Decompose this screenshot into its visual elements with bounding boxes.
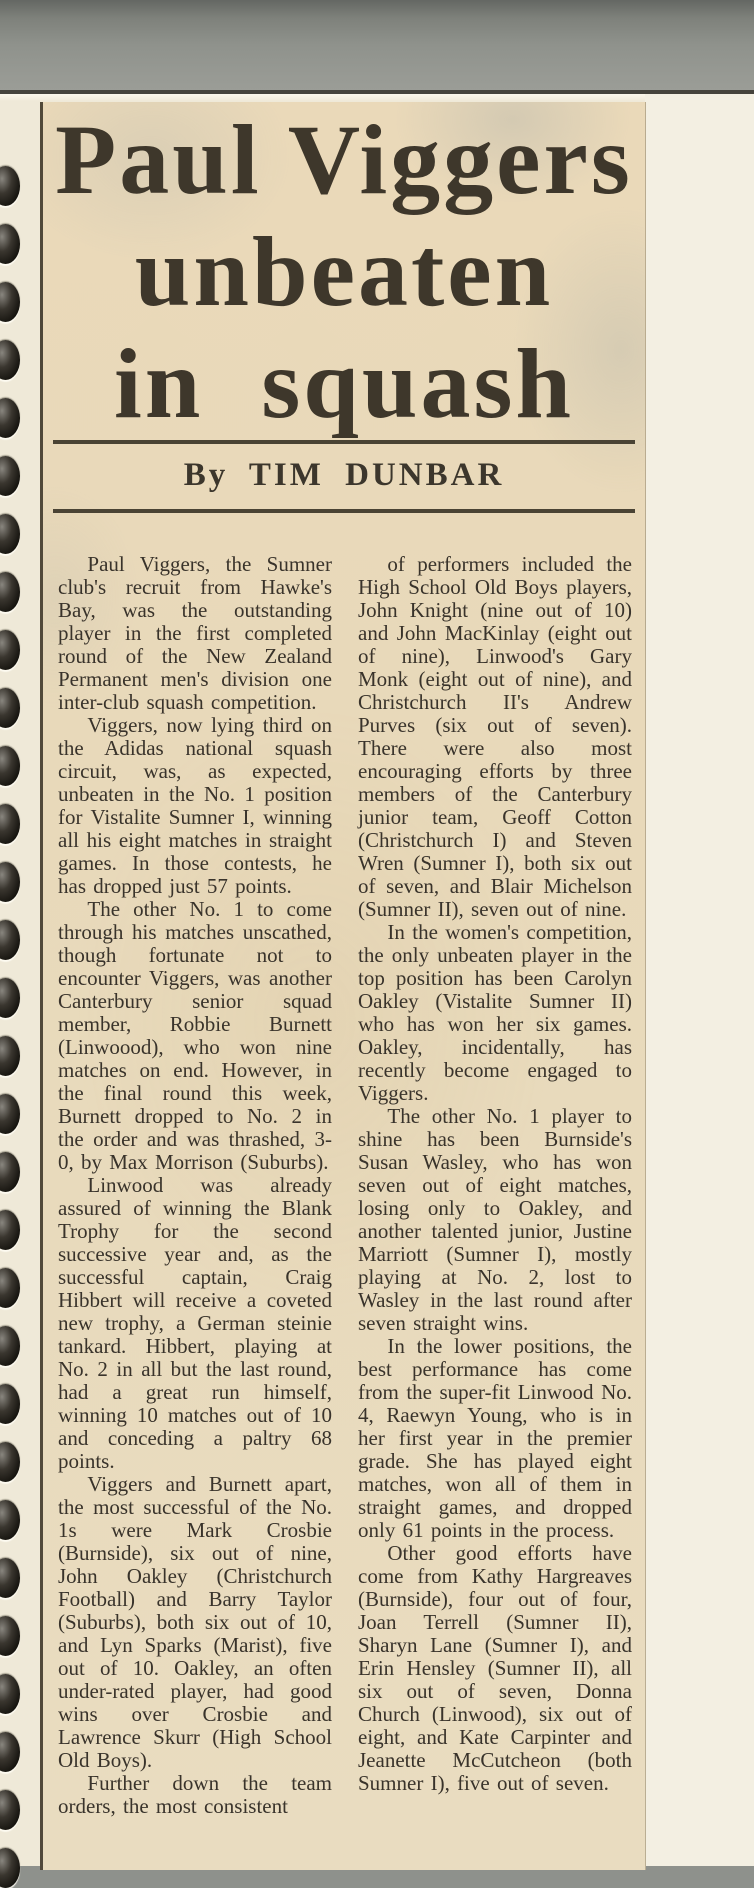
newspaper-clipping [40,102,646,1870]
binding-hole [0,1210,20,1250]
binding-hole [0,1036,20,1076]
article-headline [43,102,645,440]
binding-hole [0,1732,20,1772]
binding-hole [0,804,20,844]
binding-hole [0,1500,20,1540]
headline-line-3: in squash [113,328,575,439]
spiral-binding [0,94,42,1866]
article-paragraph: Further down the team orders, the most consistent [58,1771,332,1818]
binding-hole [0,1790,20,1830]
binding-hole [0,1848,20,1888]
binding-hole [0,514,20,554]
binding-hole [0,398,20,438]
binding-hole [0,166,20,206]
article-paragraph: The other No. 1 to come through his matches unscathed, though fortunate not to encounter Viggers, was another Canterbury senior squad member, Robbie Burnett (Linwoood), who won nine matches on end. However, in the final round this week, Burnett dropped to No. 2 in the order and was thrashed, 3-0, by Max Morrison (Suburbs). [58,897,332,1174]
article-paragraph: Linwood was already assured of winning the Blank Trophy for the second successive year and, as the successful captain, Craig Hibbert will receive a coveted new trophy, a German steinie tankard. Hibbert, playing at No. 2 in all but the last round, had a great run himself, winning 10 matches out of 10 and conceding a paltry 68 points. [58,1173,332,1473]
binding-hole [0,1384,20,1424]
article-column-left [58,553,332,1818]
article-paragraph: Viggers, now lying third on the Adidas national squash circuit, was, as expected, unbeaten in the No. 1 position for Vistalite Sumner I, winning all his eight matches in straight games. In those contests, he has dropped just 57 points. [58,713,332,898]
headline-line-2: unbeaten [134,216,554,327]
binding-hole [0,920,20,960]
page-margin-right [645,94,754,1866]
binding-hole [0,862,20,902]
binding-hole [0,746,20,786]
article-paragraph: In the women's competition, the only unbeaten player in the top position has been Carolyn Oakley (Vistalite Sumner II) who has won her six games. Oakley, incidentally, has recently become engaged to Viggers. [358,920,632,1105]
byline: By TIM DUNBAR [183,457,505,493]
binding-hole [0,1558,20,1598]
article-paragraph: Other good efforts have come from Kathy Hargreaves (Burnside), four out of four, Joan Terrell (Sumner II), Sharyn Lane (Sumner I), and Erin Hensley (Sumner II), all six out of seven, Donna Church (Linwood), six out of eight, and Kate Carpinter and Jeanette McCutcheon (both Sumner I), five out of seven. [358,1541,632,1795]
binding-hole [0,978,20,1018]
binding-hole [0,572,20,612]
binding-hole [0,1268,20,1308]
binding-hole [0,1152,20,1192]
binding-hole [0,456,20,496]
binding-hole [0,1674,20,1714]
binding-hole [0,340,20,380]
article-paragraph: In the lower positions, the best performance has come from the super-fit Linwood No. 4, Raewyn Young, who is in her first year in the premier grade. She has played eight matches, won all of them in straight games, and dropped only 61 points in the process. [358,1334,632,1542]
binding-hole [0,282,20,322]
article-paragraph: of performers included the High School Old Boys players, John Knight (nine out of 10) and John MacKinlay (eight out of nine), Linwood's Gary Monk (eight out of nine), and Christchurch II's Andrew Purves (six out of seven). There were also most encouraging efforts by three members of the Canterbury junior team, Geoff Cotton (Christchurch I) and Steven Wren (Sumner I), both six out of seven, and Blair Michelson (Sumner II), seven out of nine. [358,552,632,921]
binding-hole [0,630,20,670]
binding-hole [0,1616,20,1656]
article-body [58,553,632,1818]
binding-hole [0,1326,20,1366]
binding-hole [0,688,20,728]
scanner-background [0,0,754,90]
binding-hole [0,1094,20,1134]
article-paragraph: Paul Viggers, the Sumner club's recruit from Hawke's Bay, was the outstanding player in the first completed round of the New Zealand Permanent men's division one inter-club squash competition. [58,552,332,714]
binding-hole [0,224,20,264]
scrapbook-page [0,90,754,1866]
byline-ruled-box [53,440,635,513]
article-paragraph: Viggers and Burnett apart, the most successful of the No. 1s were Mark Crosbie (Burnside), six out of nine, John Oakley (Christchurch Football) and Barry Taylor (Suburbs), both six out of 10, and Lyn Sparks (Marist), five out of 10. Oakley, an often under-rated player, had good wins over Crosbie and Lawrence Skurr (High School Old Boys). [58,1472,332,1772]
article-column-right [358,553,632,1818]
binding-hole [0,1442,20,1482]
headline-line-1: Paul Viggers [55,104,633,215]
article-paragraph: The other No. 1 player to shine has been Burnside's Susan Wasley, who has won seven out of eight matches, losing only to Oakley, and another talented junior, Justine Marriott (Sumner I), mostly playing at No. 2, lost to Wasley in the last round after seven straight wins. [358,1104,632,1335]
